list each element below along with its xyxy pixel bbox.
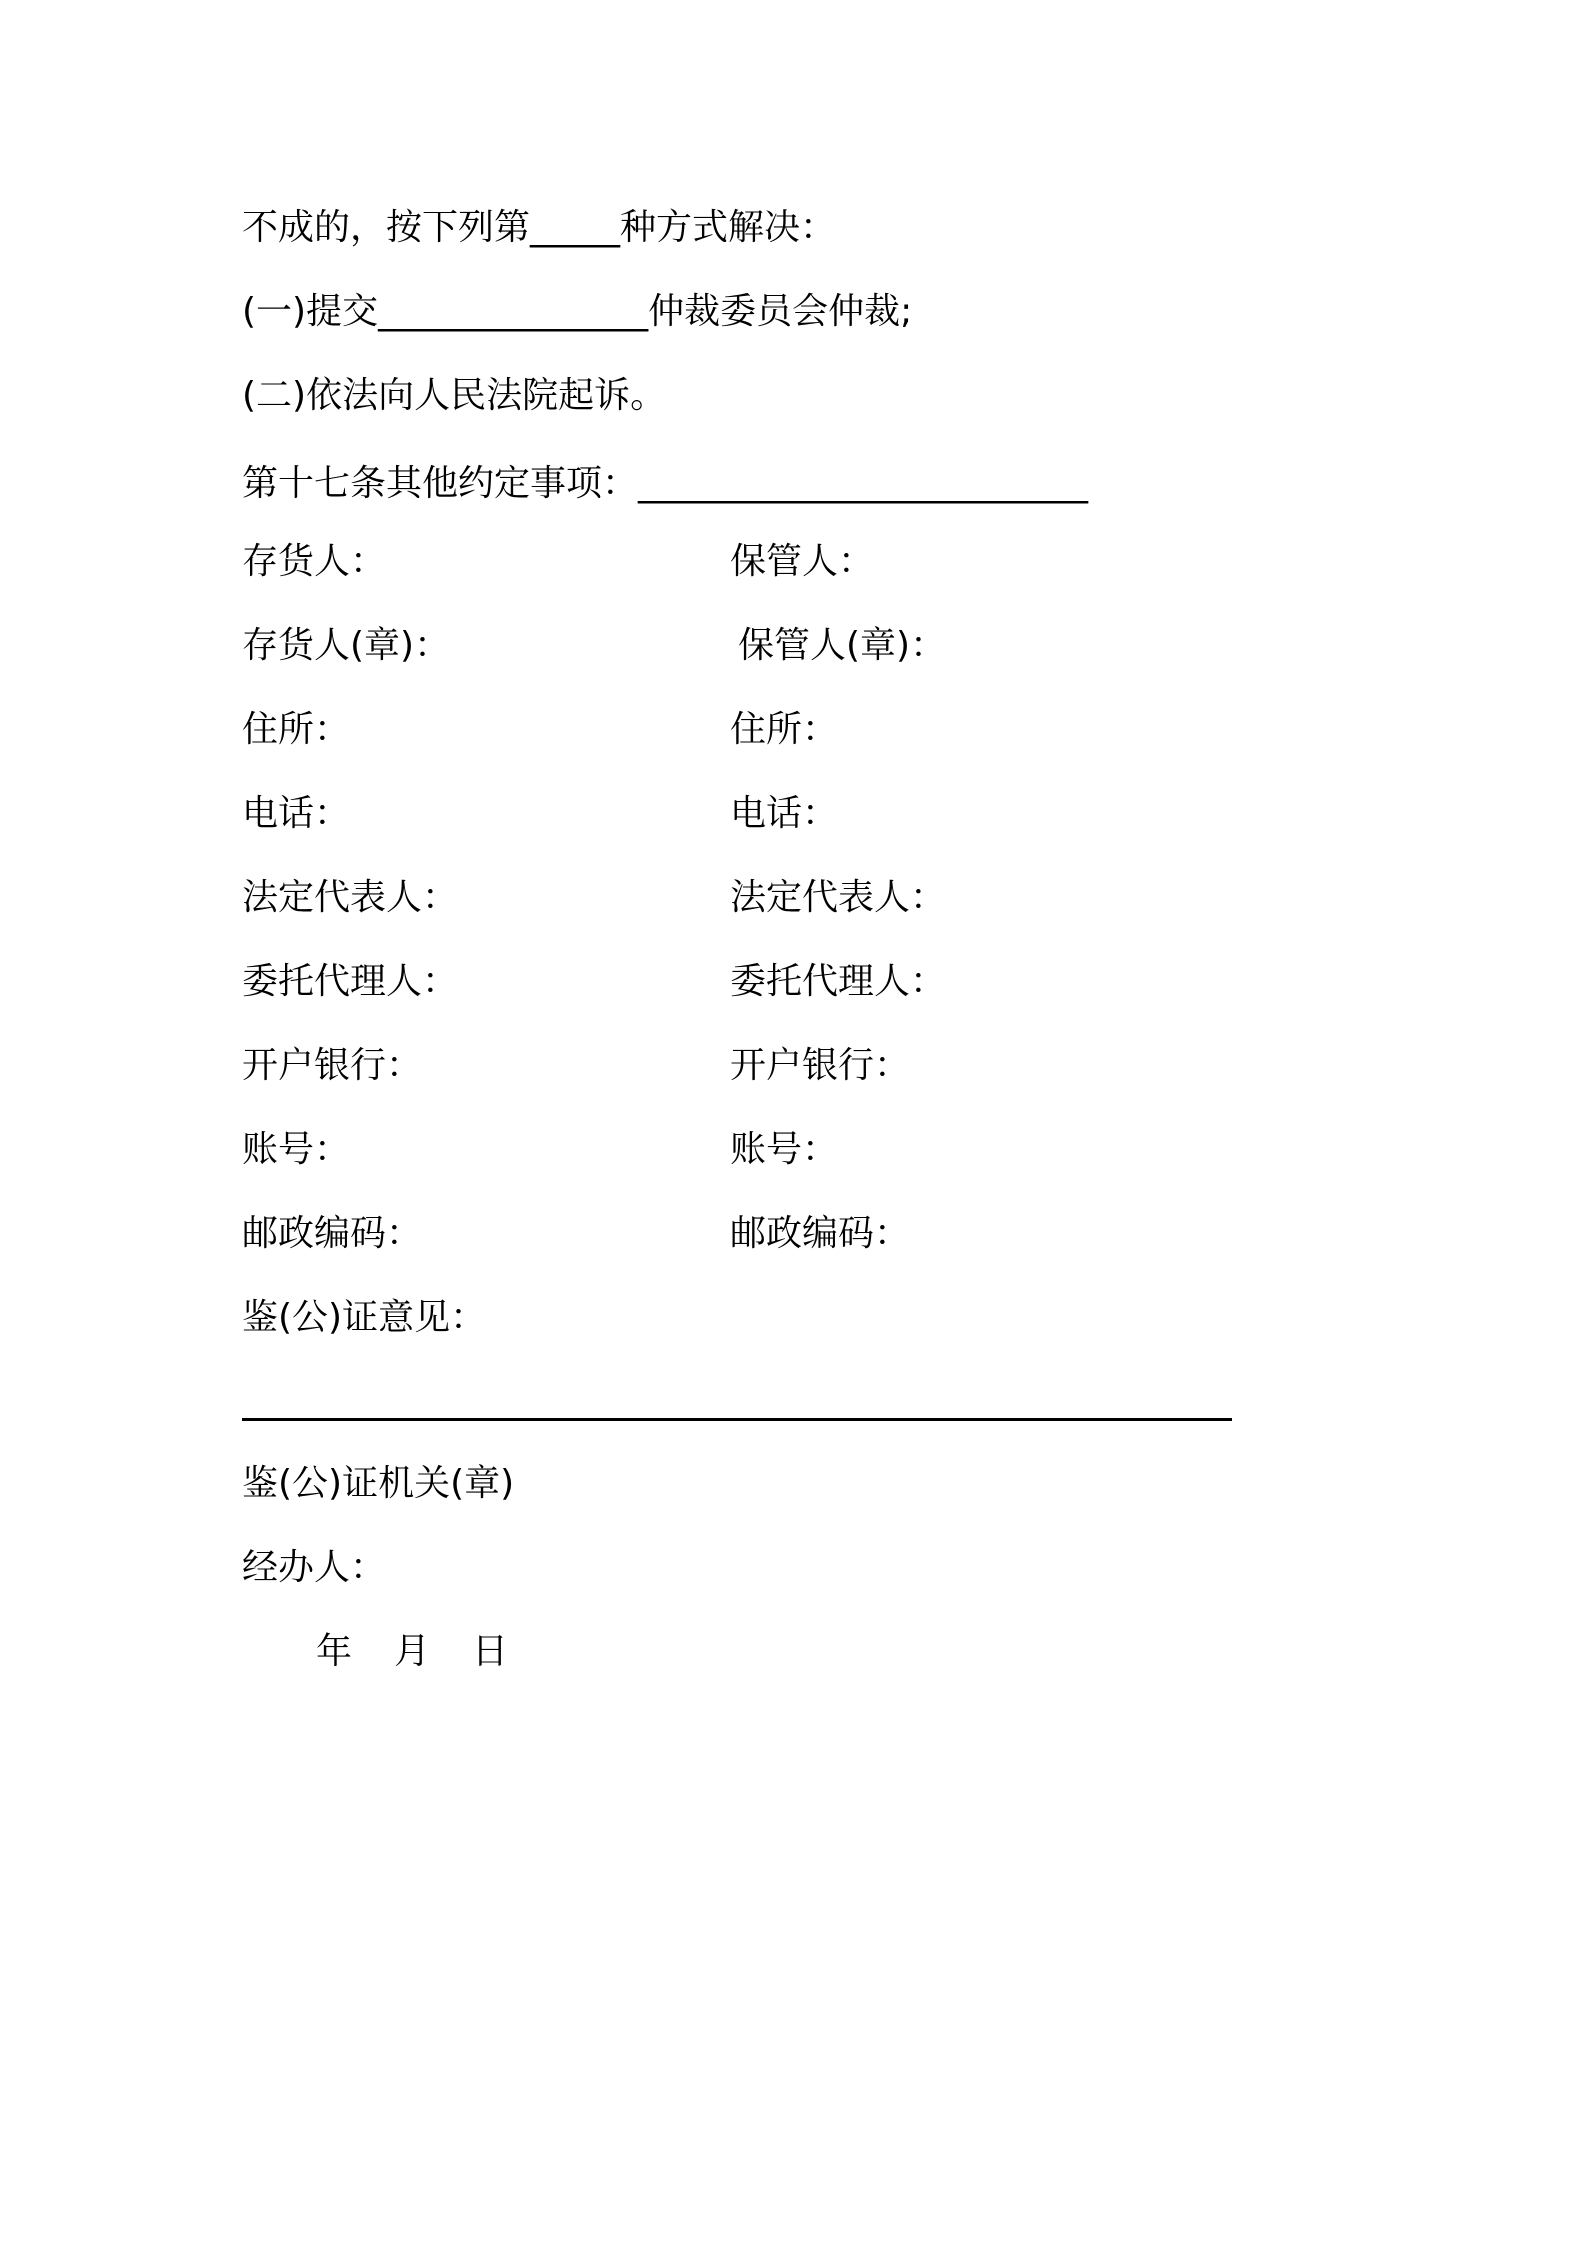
notary-opinion: 鉴(公)证意见： <box>242 1297 487 1338</box>
custodian-agent: 委托代理人： <box>730 961 947 1002</box>
date-row <box>316 1630 508 1674</box>
custodian-address: 住所： <box>730 709 839 750</box>
depositor-agent: 委托代理人： <box>242 961 459 1002</box>
clause-litigation: (二)依法向人民法院起诉。 <box>242 375 667 416</box>
depositor-legal-rep: 法定代表人： <box>242 877 459 918</box>
depositor-account: 账号： <box>242 1129 351 1170</box>
date-day: 日 <box>472 1631 509 1672</box>
depositor-seal: 存货人(章)： <box>242 625 451 666</box>
notary-office-seal: 鉴(公)证机关(章) <box>242 1463 515 1504</box>
notary-handler: 经办人： <box>242 1547 387 1588</box>
custodian-legal-rep: 法定代表人： <box>730 877 947 918</box>
clause-dispute-resolution: 不成的，按下列第_____种方式解决： <box>242 207 837 248</box>
custodian-seal: 保管人(章)： <box>738 625 947 666</box>
depositor-postcode: 邮政编码： <box>242 1213 423 1254</box>
date-year: 年 <box>316 1631 353 1672</box>
custodian-phone: 电话： <box>730 793 839 834</box>
custodian-name: 保管人： <box>730 541 875 582</box>
article-17: 第十七条其他约定事项：_________________________ <box>242 463 1089 504</box>
depositor-address: 住所： <box>242 709 351 750</box>
depositor-phone: 电话： <box>242 793 351 834</box>
custodian-account: 账号： <box>730 1129 839 1170</box>
custodian-postcode: 邮政编码： <box>730 1213 911 1254</box>
date-month: 月 <box>394 1631 431 1672</box>
custodian-bank: 开户银行： <box>730 1045 911 1086</box>
depositor-name: 存货人： <box>242 541 387 582</box>
clause-arbitration: (一)提交_______________仲裁委员会仲裁; <box>242 291 913 332</box>
depositor-bank: 开户银行： <box>242 1045 423 1086</box>
opinion-blank-line <box>242 1418 1232 1421</box>
